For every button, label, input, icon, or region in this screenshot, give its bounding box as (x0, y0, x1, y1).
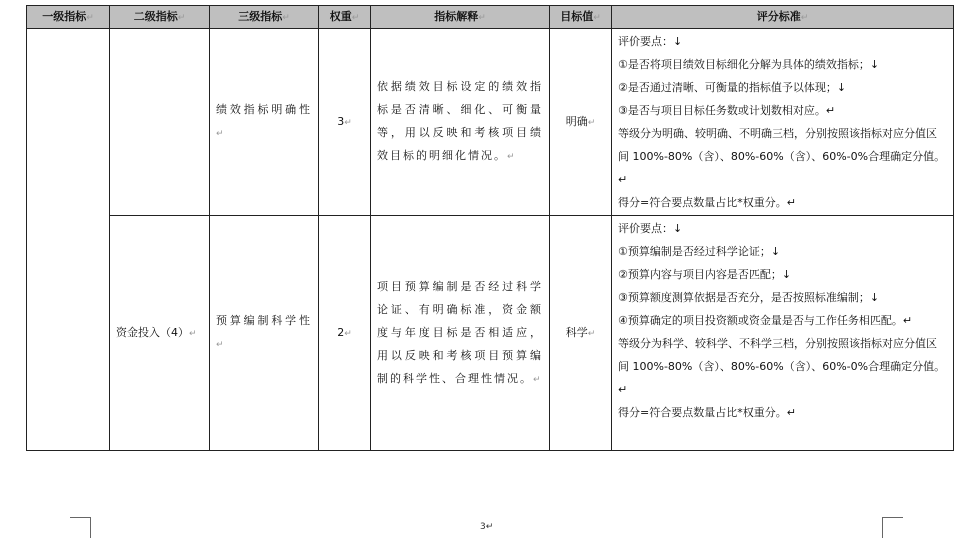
page-number: 3↵ (480, 522, 494, 532)
header-level3: 三级指标↵ (210, 6, 319, 29)
level2-cell (110, 29, 210, 216)
explanation-cell: 项目预算编制是否经过科学论证、有明确标准，资金额度与年度目标是否相适应，用以反映和考核项目预算编制的科学性、合理性情况。↵ (371, 216, 550, 451)
criteria-cell: 评价要点：↓ ①预算编制是否经过科学论证；↓ ②预算内容与项目内容是否匹配；↓ ③预算额度测算依据是否充分，是否按照标准编制；↓ ④预算确定的项目投资额或资金量是否与工作任务相匹配。↵ 等级分为科学、较科学、不科学三档，分别按照该指标对应分值区间 100%-80%（含）、80%-60%（含）、60%-0%合理确定分值。↵ 得分=符合要点数量占比*权重分。↵ (612, 216, 954, 451)
level3-cell: 绩效指标明确性↵ (210, 29, 319, 216)
header-row (27, 6, 954, 29)
explanation-cell: 依据绩效目标设定的绩效指标是否清晰、细化、可衡量等，用以反映和考核项目绩效目标的明细化情况。↵ (371, 29, 550, 216)
table-row (27, 29, 954, 216)
level1-cell (27, 29, 110, 451)
header-explanation: 指标解释↵ (371, 6, 550, 29)
weight-cell: 2↵ (319, 216, 371, 451)
target-cell: 明确↵ (550, 29, 612, 216)
page-corner-mark-left (70, 517, 91, 538)
level2-cell: 资金投入（4）↵ (110, 216, 210, 451)
criteria-cell: 评价要点：↓ ①是否将项目绩效目标细化分解为具体的绩效指标；↓ ②是否通过清晰、可衡量的指标值予以体现；↓ ③是否与项目目标任务数或计划数相对应。↵ 等级分为明确、较明确、不明确三档，分别按照该指标对应分值区间 100%-80%（含）、80%-60%（含）、60%-0%合理确定分值。↵ 得分=符合要点数量占比*权重分。↵ (612, 29, 954, 216)
weight-cell: 3↵ (319, 29, 371, 216)
header-weight: 权重↵ (319, 6, 371, 29)
header-level1: 一级指标↵ (27, 6, 110, 29)
page-corner-mark-right (882, 517, 903, 538)
level3-cell: 预算编制科学性↵ (210, 216, 319, 451)
indicator-table (26, 5, 954, 451)
header-target: 目标值↵ (550, 6, 612, 29)
header-criteria: 评分标准↵ (612, 6, 954, 29)
header-level2: 二级指标↵ (110, 6, 210, 29)
target-cell: 科学↵ (550, 216, 612, 451)
table-row (27, 216, 954, 451)
